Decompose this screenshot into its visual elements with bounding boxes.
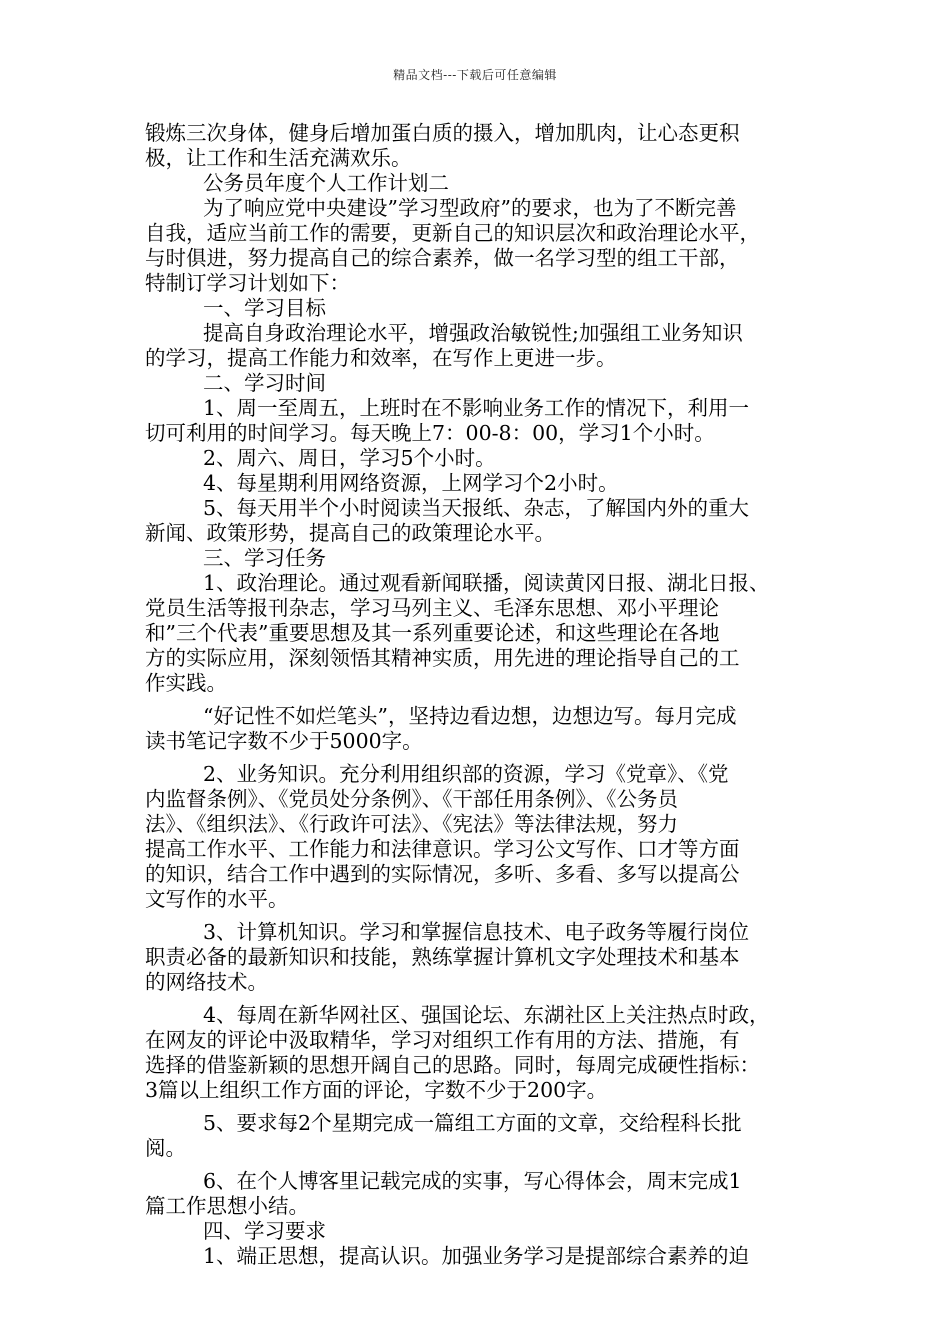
text-line: 和”三个代表”重要思想及其一系列重要论述，和这些理论在各地: [145, 621, 720, 645]
text-line: 四、学习要求: [203, 1219, 326, 1243]
paragraph: [145, 704, 813, 729]
text-line: 锻炼三次身体，健身后增加蛋白质的摄入，增加肌肉，让心态更积: [145, 121, 740, 145]
text-line: 3、计算机知识。学习和掌握信息技术、电子政务等履行岗位: [203, 920, 750, 944]
paragraph: [145, 920, 813, 945]
paragraph-continued: [145, 1194, 813, 1219]
heading: [145, 371, 813, 396]
text-line: 篇工作思想小结。: [145, 1194, 309, 1218]
text-line: 提高工作水平、工作能力和法律意识。学习公文写作、口才等方面: [145, 837, 740, 861]
text-line: 的知识，结合工作中遇到的实际情况，多听、多看、多写以提高公: [145, 862, 740, 886]
paragraph: [145, 1111, 813, 1136]
paragraph: [145, 196, 813, 221]
paragraph: [145, 496, 813, 521]
text-line: 3篇以上组织工作方面的评论，字数不少于200字。: [145, 1078, 608, 1102]
text-line: 法》、《组织法》、《行政许可法》、《宪法》等法律法规，努力: [145, 812, 678, 836]
text-line: 6、在个人博客里记载完成的实事，写心得体会，周末完成1: [203, 1169, 742, 1193]
text-line: 5、要求每2个星期完成一篇组工方面的文章，交给程科长批: [203, 1111, 742, 1135]
paragraph: [145, 121, 813, 171]
text-line: 阅。: [145, 1136, 186, 1160]
document-body: [145, 121, 813, 1269]
text-line: 二、学习时间: [203, 371, 326, 395]
text-line: 特制订学习计划如下：: [145, 271, 350, 295]
text-line: 读书笔记字数不少于5000字。: [145, 729, 423, 753]
paragraph: [145, 762, 813, 787]
paragraph-continued: [145, 945, 813, 995]
heading: [145, 546, 813, 571]
paragraph-continued: [145, 1136, 813, 1161]
paragraph: [145, 571, 813, 596]
text-line: 在网友的评论中汲取精华，学习对组织工作有用的方法、措施，有: [145, 1028, 740, 1052]
text-line: 1、端正思想，提高认识。加强业务学习是提部综合素养的迫: [203, 1244, 750, 1268]
text-line: 职责必备的最新知识和技能，熟练掌握计算机文字处理技术和基本: [145, 945, 740, 969]
paragraph: [145, 471, 813, 496]
paragraph-continued: [145, 596, 813, 696]
text-line: 内监督条例》、《党员处分条例》、《干部任用条例》、《公务员: [145, 787, 678, 811]
text-line: 选择的借鉴新颖的思想开阔自己的思路。同时，每周完成硬性指标：: [145, 1053, 760, 1077]
heading: [145, 296, 813, 321]
paragraph-continued: [145, 1028, 813, 1103]
paragraph: [145, 1169, 813, 1194]
text-line: 党员生活等报刊杂志，学习马列主义、毛泽东思想、邓小平理论: [145, 596, 719, 620]
text-line: 1、周一至周五，上班时在不影响业务工作的情况下，利用一: [203, 396, 750, 420]
heading: [145, 1219, 813, 1244]
page-header: 精品文档---下载后可任意编辑: [393, 68, 557, 82]
text-line: 为了响应党中央建设”学习型政府”的要求，也为了不断完善: [203, 196, 737, 220]
text-line: 与时俱进，努力提高自己的综合素养，做一名学习型的组工干部，: [145, 246, 740, 270]
text-line: 作实践。: [145, 671, 227, 695]
paragraph-continued: [145, 346, 813, 371]
text-line: 4、每周在新华网社区、强国论坛、东湖社区上关注热点时政，: [203, 1003, 770, 1027]
paragraph-continued: [145, 729, 813, 754]
text-line: 提高自身政治理论水平，增强政治敏锐性;加强组工业务知识: [203, 321, 743, 345]
text-line: 三、学习任务: [203, 546, 326, 570]
paragraph: [145, 446, 813, 471]
paragraph: [145, 1244, 813, 1269]
section-title: [145, 171, 813, 196]
text-line: “好记性不如烂笔头”，坚持边看边想，边想边写。每月完成: [203, 704, 737, 728]
text-line: 公务员年度个人工作计划二: [203, 171, 449, 195]
text-line: 新闻、政策形势，提高自己的政策理论水平。: [145, 521, 555, 545]
text-line: 4、每星期利用网络资源，上网学习个2小时。: [203, 471, 619, 495]
text-line: 极，让工作和生活充满欢乐。: [145, 146, 412, 170]
text-line: 的学习，提高工作能力和效率，在写作上更进一步。: [145, 346, 617, 370]
text-line: 方的实际应用，深刻领悟其精神实质，用先进的理论指导自己的工: [145, 646, 740, 670]
paragraph-continued: [145, 421, 813, 446]
text-line: 的网络技术。: [145, 970, 268, 994]
paragraph-continued: [145, 787, 813, 912]
paragraph-continued: [145, 521, 813, 546]
text-line: 自我，适应当前工作的需要，更新自己的知识层次和政治理论水平，: [145, 221, 760, 245]
text-line: 一、学习目标: [203, 296, 326, 320]
text-line: 5、每天用半个小时阅读当天报纸、杂志，了解国内外的重大: [203, 496, 750, 520]
paragraph: [145, 321, 813, 346]
text-line: 2、周六、周日，学习5个小时。: [203, 446, 496, 470]
text-line: 1、政治理论。通过观看新闻联播，阅读黄冈日报、湖北日报、: [203, 571, 770, 595]
text-line: 切可利用的时间学习。每天晚上7：00-8：00，学习1个小时。: [145, 421, 715, 445]
paragraph: [145, 1003, 813, 1028]
paragraph: [145, 396, 813, 421]
paragraph-continued: [145, 221, 813, 296]
text-line: 2、业务知识。充分利用组织部的资源，学习《党章》、《党: [203, 762, 729, 786]
text-line: 文写作的水平。: [145, 887, 289, 911]
